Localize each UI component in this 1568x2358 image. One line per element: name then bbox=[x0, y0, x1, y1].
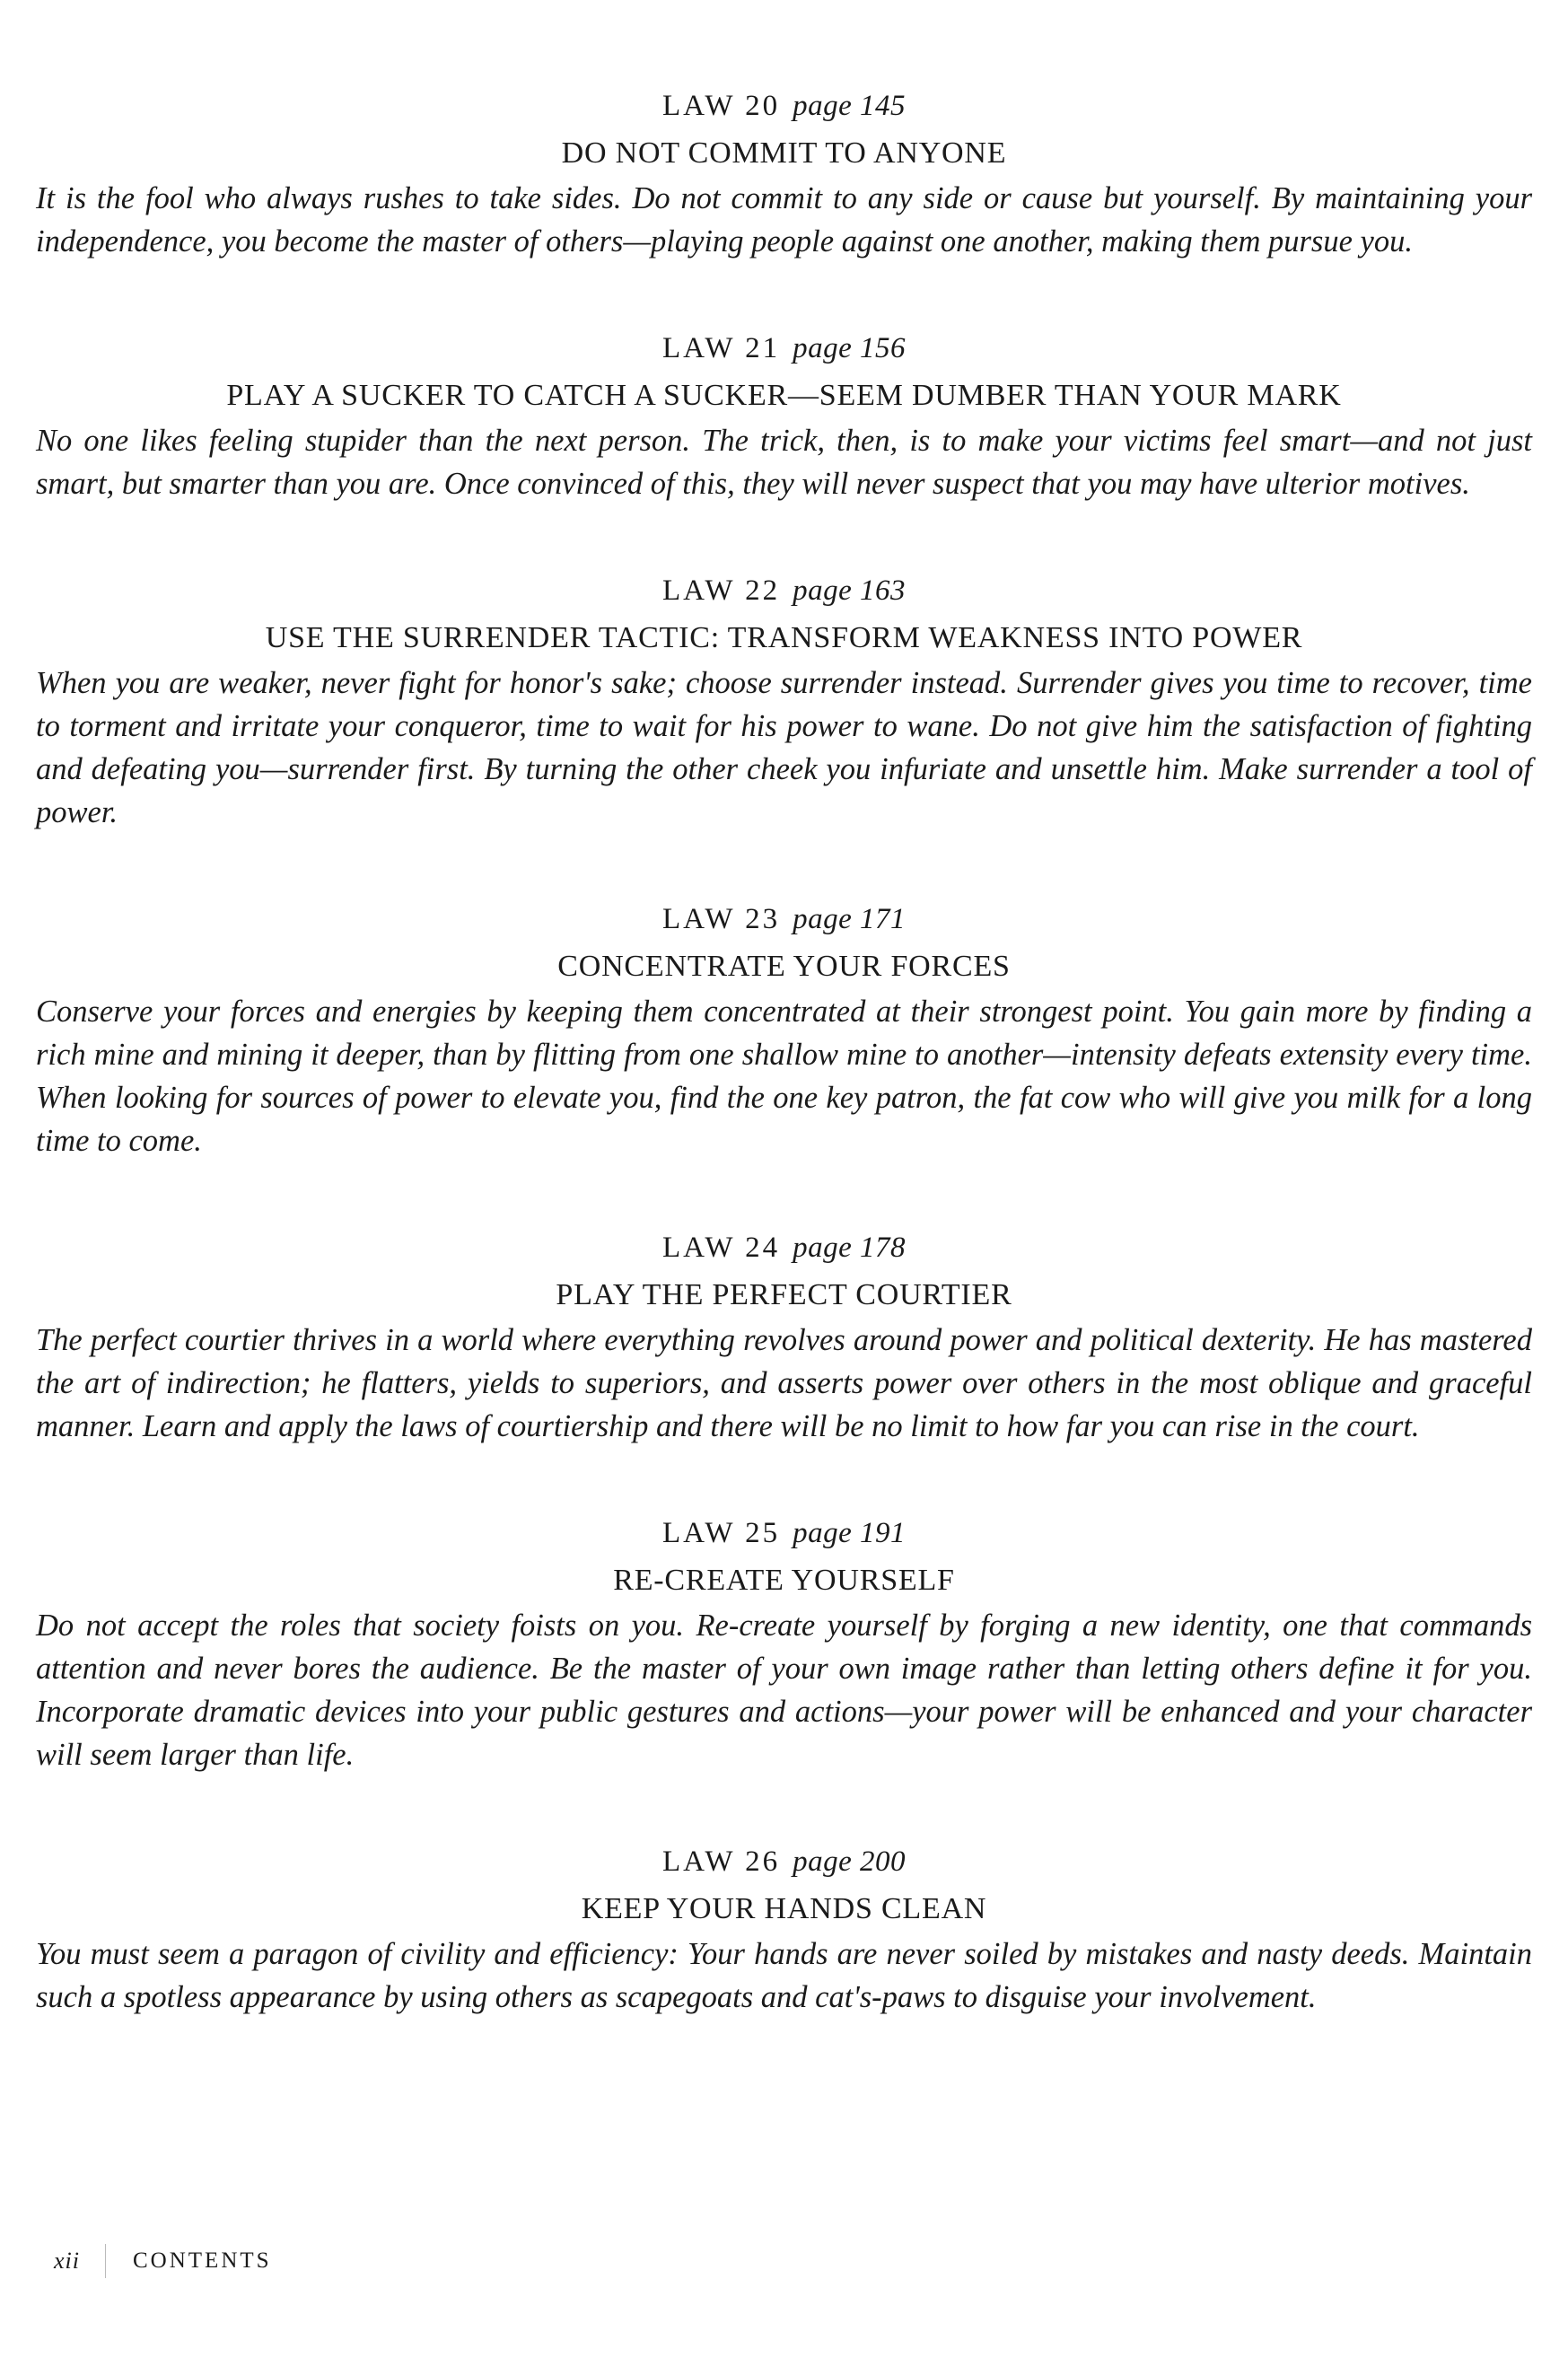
law-page-ref: page 178 bbox=[793, 1232, 907, 1264]
law-page-ref: page 145 bbox=[793, 90, 907, 122]
law-summary: Do not accept the roles that society foists on you. Re-create yourself by forging a new identity, one that commands attention and never bores the audience. Be the master of your own image rather than letting others define it for you. Incorporate dramatic devices into your public gestures and actions—your power will be enhanced and your character will seem larger than life. bbox=[36, 1609, 1532, 1772]
law-summary: When you are weaker, never fight for honor's sake; choose surrender instead. Surrender gives you time to recover, time to torment and irritate your conqueror, time to wait for his power to wane. Do not give him the satisfaction of fighting and defeating you—surrender first. By turning the other cheek you infuriate and unsettle him. Make surrender a tool of power. bbox=[36, 666, 1532, 829]
law-title: KEEP YOUR HANDS CLEAN bbox=[581, 1892, 987, 1925]
law-heading bbox=[36, 328, 1532, 369]
law-title: CONCENTRATE YOUR FORCES bbox=[557, 950, 1011, 983]
law-heading bbox=[36, 898, 1532, 940]
law-heading bbox=[36, 570, 1532, 611]
law-number: LAW 20 bbox=[661, 90, 781, 122]
law-number: LAW 21 bbox=[661, 332, 781, 364]
footer-divider bbox=[105, 2244, 106, 2278]
running-head: CONTENTS bbox=[133, 2248, 272, 2273]
law-summary: Conserve your forces and energies by keeping them concentrated at their strongest point. You gain more by finding a rich mine and mining it deeper, than by flitting from one shallow mine to another—intensity defeats extensity every time. When looking for sources of power to elevate you, find the one key patron, the fat cow who will give you milk for a long time to come. bbox=[36, 995, 1532, 1158]
law-entry-24 bbox=[36, 1227, 1532, 1448]
law-page-ref: page 200 bbox=[793, 1845, 907, 1878]
law-page-ref: page 163 bbox=[793, 574, 907, 607]
contents-page bbox=[36, 85, 1532, 2083]
law-title: USE THE SURRENDER TACTIC: TRANSFORM WEAKNESS INTO POWER bbox=[265, 621, 1303, 654]
law-page-ref: page 191 bbox=[793, 1517, 907, 1549]
law-title: DO NOT COMMIT TO ANYONE bbox=[561, 136, 1007, 170]
law-summary: No one likes feeling stupider than the next person. The trick, then, is to make your victims feel smart—and not just smart, but smarter than you are. Once convinced of this, they will never suspect that you may have ulterior motives. bbox=[36, 424, 1532, 501]
law-page-ref: page 171 bbox=[793, 903, 907, 935]
law-heading bbox=[36, 1227, 1532, 1268]
law-entry-21 bbox=[36, 328, 1532, 505]
law-heading bbox=[36, 1512, 1532, 1554]
law-summary: You must seem a paragon of civility and efficiency: Your hands are never soiled by mistakes and nasty deeds. Maintain such a spotless appearance by using others as scapegoats and cat's-paws to disguise your involvement. bbox=[36, 1937, 1532, 2014]
law-number: LAW 26 bbox=[661, 1845, 781, 1878]
page-footer bbox=[54, 2244, 272, 2278]
law-entry-26 bbox=[36, 1841, 1532, 2019]
law-number: LAW 25 bbox=[661, 1517, 781, 1549]
law-number: LAW 24 bbox=[661, 1232, 781, 1264]
law-summary: It is the fool who always rushes to take sides. Do not commit to any side or cause but yourself. By maintaining your independence, you become the master of others—playing people against one another, making them pursue you. bbox=[36, 181, 1532, 259]
law-heading bbox=[36, 85, 1532, 127]
law-heading bbox=[36, 1841, 1532, 1882]
law-entry-25 bbox=[36, 1512, 1532, 1776]
law-title: PLAY A SUCKER TO CATCH A SUCKER—SEEM DUMBER THAN YOUR MARK bbox=[226, 379, 1342, 412]
law-title: RE-CREATE YOURSELF bbox=[613, 1564, 955, 1597]
law-entry-23 bbox=[36, 898, 1532, 1162]
law-entry-22 bbox=[36, 570, 1532, 834]
law-summary: The perfect courtier thrives in a world where everything revolves around power and political dexterity. He has mastered the art of indirection; he flatters, yields to superiors, and asserts power over others in the most oblique and graceful manner. Learn and apply the laws of courtiership and there will be no limit to how far you can rise in the court. bbox=[36, 1323, 1532, 1443]
law-number: LAW 23 bbox=[661, 903, 781, 935]
page-number: xii bbox=[54, 2248, 80, 2274]
law-number: LAW 22 bbox=[661, 574, 781, 607]
law-page-ref: page 156 bbox=[793, 332, 907, 364]
law-entry-20 bbox=[36, 85, 1532, 263]
law-title: PLAY THE PERFECT COURTIER bbox=[556, 1278, 1012, 1311]
